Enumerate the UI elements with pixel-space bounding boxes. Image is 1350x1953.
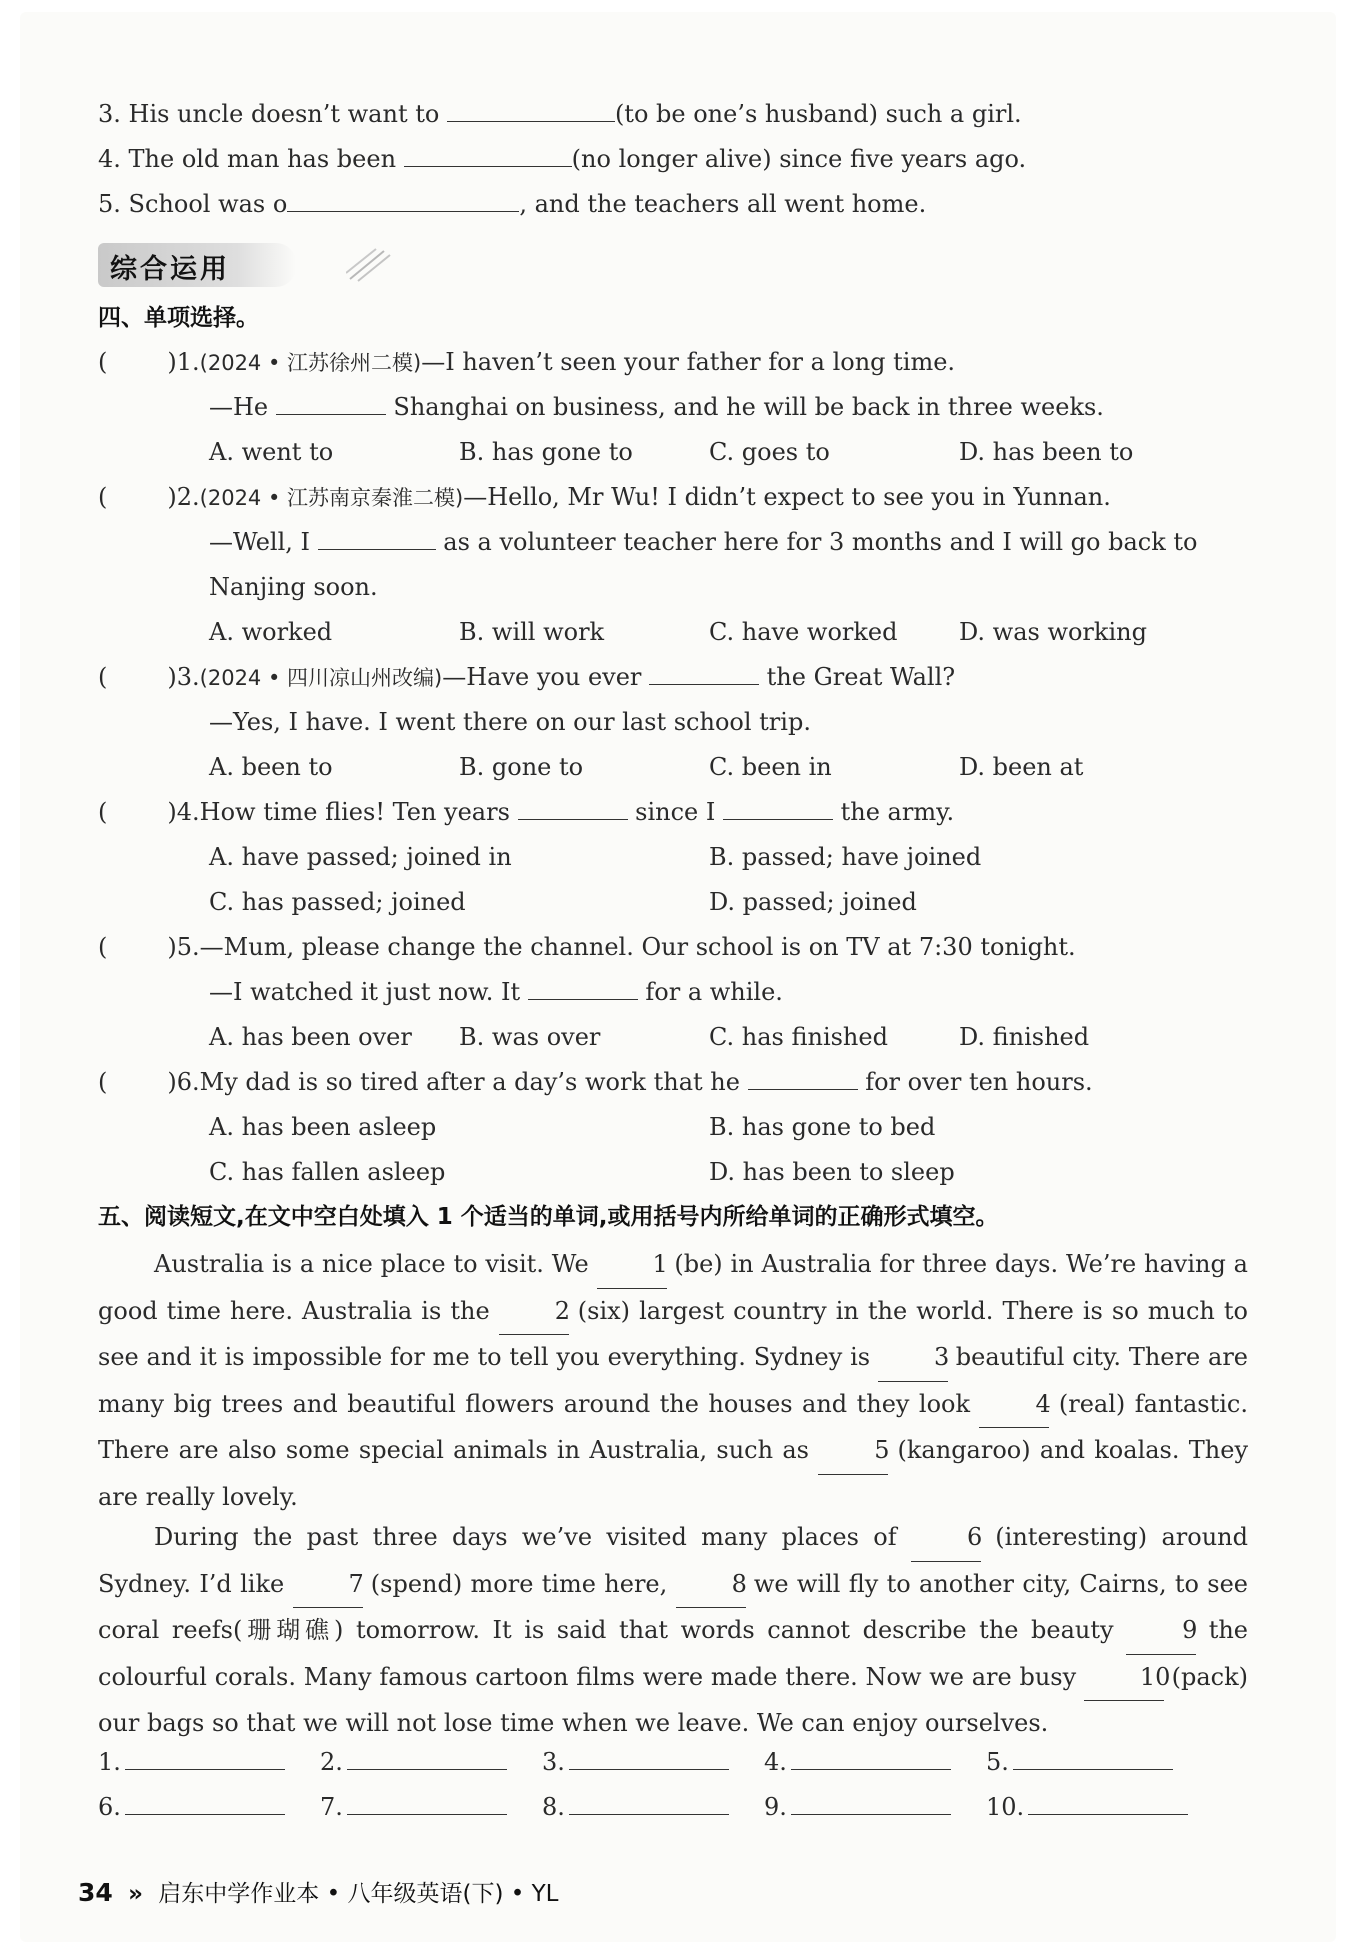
blank-2[interactable]: 2: [499, 1289, 569, 1336]
option-a: A. has been over: [209, 1023, 412, 1051]
mc-question-2-line2: —Well, I as a volunteer teacher here for 3 months and I will go back to: [209, 528, 1198, 556]
blank-6[interactable]: 6: [911, 1515, 981, 1562]
mc-question-5: ( )5.—Mum, please change the channel. Our school is on TV at 7:30 tonight.: [98, 933, 1076, 961]
answer-line-5[interactable]: 5.: [986, 1746, 1173, 1778]
option-c: C. goes to: [709, 438, 830, 466]
section-banner: 综合运用: [98, 243, 296, 287]
blank-10[interactable]: 10: [1084, 1655, 1164, 1702]
fill-item-4: 4. The old man has been (no longer alive) since five years ago.: [98, 145, 1027, 173]
double-chevron-icon: »: [128, 1881, 143, 1907]
option-a: A. has been asleep: [209, 1113, 437, 1141]
answer-blank[interactable]: [404, 144, 572, 167]
answer-line-2[interactable]: 2.: [320, 1746, 507, 1778]
option-a: A. have passed; joined in: [209, 843, 512, 871]
mc-question-2: ( )2.(2024 • 江苏南京秦淮二模)—Hello, Mr Wu! I didn’t expect to see you in Yunnan.: [98, 483, 1111, 511]
option-d: D. was working: [959, 618, 1147, 646]
answer-line-4[interactable]: 4.: [764, 1746, 951, 1778]
answer-blank[interactable]: [287, 189, 519, 212]
passage-paragraph-2: During the past three days we’ve visited many places of 6 (interesting) around Sydney. I’d like 7 (spend) more time here, 8 we will fly to another city, Cairns, to see coral reefs(珊瑚礁) tomorrow. It is said that words cannot describe the beauty 9 the colourful corals. Many famous cartoon films were made there. Now we are busy 10 (pack) our bags so that we will not lose time when we leave. We can enjoy ourselves.: [98, 1515, 1248, 1747]
option-b: B. has gone to bed: [709, 1113, 936, 1141]
mc-question-1: ( )1.(2024 • 江苏徐州二模)—I haven’t seen your father for a long time.: [98, 348, 956, 376]
mc-question-5-line2: —I watched it just now. It for a while.: [209, 978, 783, 1006]
page-number: 34: [78, 1878, 113, 1907]
mc-question-2-line3: Nanjing soon.: [209, 573, 378, 601]
answer-blank[interactable]: [649, 662, 759, 685]
answer-line-1[interactable]: 1.: [98, 1746, 285, 1778]
blank-1[interactable]: 1: [597, 1242, 667, 1289]
answer-blank[interactable]: [447, 99, 615, 122]
option-d: D. passed; joined: [709, 888, 917, 916]
mc-question-3: ( )3.(2024 • 四川凉山州改编)—Have you ever the Great Wall?: [98, 663, 956, 691]
blank-9[interactable]: 9: [1126, 1608, 1196, 1655]
option-c: C. has passed; joined: [209, 888, 466, 916]
option-b: B. gone to: [459, 753, 584, 781]
option-a: A. been to: [209, 753, 333, 781]
section-5-title: 五、阅读短文,在文中空白处填入 1 个适当的单词,或用括号内所给单词的正确形式填空。: [98, 1204, 999, 1230]
option-b: B. was over: [459, 1023, 601, 1051]
answer-line-6[interactable]: 6.: [98, 1791, 285, 1823]
answer-blank[interactable]: [276, 392, 386, 415]
book-title: 启东中学作业本 • 八年级英语(下) • YL: [158, 1881, 559, 1907]
option-c: C. has finished: [709, 1023, 888, 1051]
option-c: C. have worked: [709, 618, 898, 646]
option-d: D. has been to sleep: [709, 1158, 955, 1186]
answer-blank[interactable]: [723, 797, 833, 820]
option-c: C. been in: [709, 753, 832, 781]
option-b: B. has gone to: [459, 438, 633, 466]
option-d: D. been at: [959, 753, 1084, 781]
answer-line-8[interactable]: 8.: [542, 1791, 729, 1823]
answer-line-3[interactable]: 3.: [542, 1746, 729, 1778]
mc-question-1-line2: —He Shanghai on business, and he will be back in three weeks.: [209, 393, 1104, 421]
option-b: B. passed; have joined: [709, 843, 982, 871]
mc-question-4: ( )4.How time flies! Ten years since I the army.: [98, 798, 955, 826]
mc-question-3-line2: —Yes, I have. I went there on our last school trip.: [209, 708, 811, 736]
option-a: A. went to: [209, 438, 334, 466]
option-d: D. finished: [959, 1023, 1090, 1051]
blank-5[interactable]: 5: [818, 1428, 888, 1475]
option-d: D. has been to: [959, 438, 1134, 466]
option-b: B. will work: [459, 618, 605, 646]
fill-item-5: 5. School was o , and the teachers all went home.: [98, 190, 927, 218]
passage-paragraph-1: Australia is a nice place to visit. We 1 (be) in Australia for three days. We’re having a good time here. Australia is the 2 (six) largest country in the world. There is so much to see and it is impossible for me to tell you everything. Sydney is 3 beautiful city. There are many big trees and beautiful flowers around the houses and they look 4 (real) fantastic. There are also some special animals in Australia, such as 5 (kangaroo) and koalas. They are really lovely.: [98, 1242, 1248, 1520]
answer-line-9[interactable]: 9.: [764, 1791, 951, 1823]
fill-item-3: 3. His uncle doesn’t want to (to be one’s husband) such a girl.: [98, 100, 1022, 128]
page-footer: [78, 1875, 558, 1908]
blank-3[interactable]: 3: [878, 1335, 948, 1382]
answer-line-7[interactable]: 7.: [320, 1791, 507, 1823]
banner-stripes-icon: [346, 247, 392, 283]
mc-question-6: ( )6.My dad is so tired after a day’s work that he for over ten hours.: [98, 1068, 1093, 1096]
option-c: C. has fallen asleep: [209, 1158, 446, 1186]
blank-4[interactable]: 4: [979, 1382, 1049, 1429]
answer-blank[interactable]: [528, 977, 638, 1000]
answer-blank[interactable]: [748, 1067, 858, 1090]
blank-7[interactable]: 7: [293, 1562, 363, 1609]
answer-blank[interactable]: [318, 527, 436, 550]
answer-line-10[interactable]: 10.: [986, 1791, 1188, 1823]
option-a: A. worked: [209, 618, 333, 646]
section-4-title: 四、单项选择。: [98, 305, 259, 331]
blank-8[interactable]: 8: [676, 1562, 746, 1609]
answer-blank[interactable]: [518, 797, 628, 820]
